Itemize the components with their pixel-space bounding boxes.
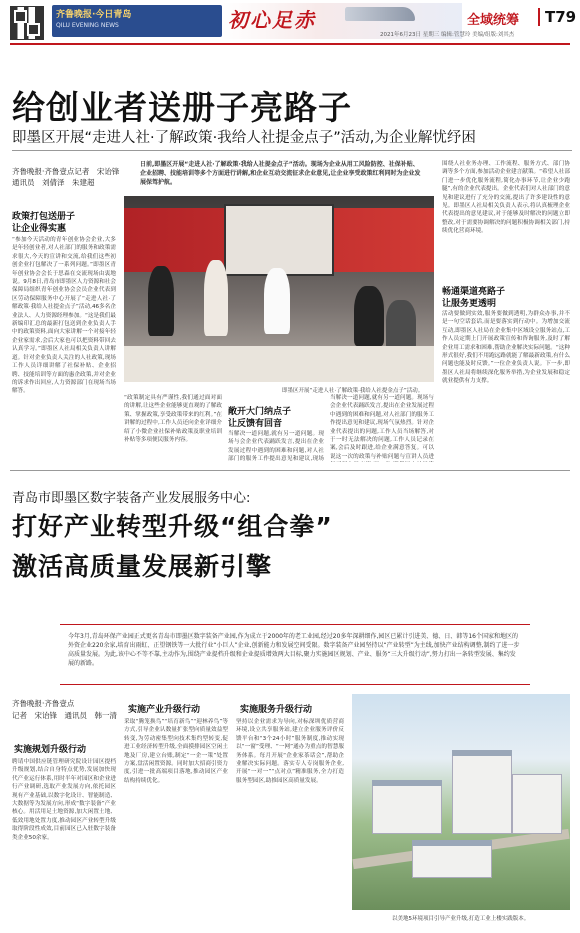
article1-col1: “参加今天活动的青年创业协会企业,大多是年轻创业者,对人社部门的服务和政策需求很大,今天的宣讲和交流,给我们这些初创企业打包解决了一系列问题。”即墨区青年创业协会会长于思森在交流现场由衷地说。9月8日,青岛市即墨区人力资源和社会保障局组织青年创业协会会员企业代表到区劳动保障服务中心开展了“走进人社·了解政策·我给人社提金点子”活动,46多名企业法人、人力资源经理参加。“这是我们最新编印汇总的最新打包送到企业负责人手中的政策资料,面向大家讲解一个对接年轻企业家需求,会后大家也可以把资料带回去认真学习。”即墨区人社局相关负责人讲解道。针对企业负责人关注的人社政策,现场工作人员详细讲解了社保补贴、企业招聘、技能培训等方面的惠企政策,并对企业的诉求作出回应,人力资源部门在现场当场解答。 (12, 237, 116, 395)
article2-lead: 今年3月,青岛环保产业园正式更名青岛市即墨区数字装备产业园,作为成立于2000年的老工业园,经过20多年深耕细作,园区已累计引进美、德、日、韩等16个国家和地区的外资企业220余家,培育出雨虹、正望钢铁等一大批行业“小巨人”企业,创新能力和发展空间受限。数字装备产业园坚持以“产业转型”为主线,加快产业结构调整,制约了进一步高质量发展。为此,该中心不等不靠,主动作为,围绕产业提档升级和企业提质增效两大目标,聚力实施园区规划、产业、服务“三大升级行动”,努力打出一条转型发展、集约发展的新路。 (68, 633, 520, 667)
article2-photo-caption: 以美地5环境项目引导产业升级,打造工业上楼实践版本。 (392, 916, 530, 922)
article1-lead: 日前,即墨区开展“走进人社·了解政策·我给人社提金点子”活动。现场为企业从用工风险防控、社保补贴、企业招聘、技能培训等多个方面进行讲解,和企业互动交流征求企业意见,让企业享受政策红利同时为企业发展保驾护航。 (140, 161, 421, 186)
article1-subhead-2: 敞开大门纳点子 (228, 407, 292, 417)
article1-photo (124, 196, 434, 382)
article1-subhead-3b: 让服务更透明 (442, 299, 497, 309)
article1-subhead-2b: 让反馈有回音 (228, 419, 283, 429)
qr-code-icon (10, 6, 44, 40)
article1-subhead-1b: 让企业得实惠 (12, 224, 67, 234)
article1-col3-cont: 当解决一道问题,就有另一道问题。现场与会企业代表踊跃发言,提出在企业发展过程中遇到的困难和问题,对人社部门的服务工作提出意见和建议,现场气氛热烈。针对企业代表提出的问题,工作人员当场解答,对于一时无法解决的问题,工作人员记录在案,会后及时跟进,给企业满意答复。可以说这一次的政策与补贴问题与宣讲人员进 (330, 395, 434, 460)
lead-rule-bottom (60, 684, 530, 685)
article2-subhead-2: 实施产业升级行动 (128, 705, 201, 715)
lead-rule-top (60, 624, 530, 625)
article1-subtitle: 即墨区开展“走进人社·了解政策·我给人社提金点子”活动,为企业解忧纾困 (12, 130, 476, 146)
masthead-rule (10, 43, 570, 45)
issue-meta: 2021年6月23日 星期三 编辑:管慧玲 美编/组版:刘其杰 (380, 32, 515, 38)
article2-title-line1: 打好产业转型升级“组合拳” (12, 512, 333, 541)
section-name: 全域统筹 (467, 13, 520, 28)
article2-byline-2: 记者 宋诒锋 通讯员 韩一清 (12, 711, 117, 720)
article1-col3: 当解决一道问题,就有另一道问题。现场与会企业代表踊跃发言,提出在企业发展过程中遇到的困难和问题,对人社部门的服务工作提出意见和建议,现场 (228, 431, 324, 462)
article2-col2: 采取“腾笼换鸟”“培育新鸟”“迎林养鸟”等方式,引导企业认数量扩张型向质量效益型转变,为劳动密集型向技术集约型转变,促进工业经济转型升级,全面摸排园区空闲土地及厂房,建立台账,制定“一企一策”处置方案,盘活闲置资源。同时加大招商引资力度,引进一批高端项目落地,推动园区产业结构持续优化。 (124, 719, 228, 784)
article1-subhead-3: 畅通渠道亮路子 (442, 287, 506, 297)
article1-subhead-1: 政策打包送册子 (12, 212, 76, 222)
article1-col2: “政策制定具有严谨性,我们通过面对面的讲解,让这些企业能够更直观的了解政策、掌握政策,享受政策带来的红利。”在讲解的过程中,工作人员还向企业详细介绍了小微企业社保补贴政策及职业培训补贴等多项便民服务内容。 (124, 395, 222, 444)
divider (12, 150, 572, 151)
article1-photo-caption: 即墨区开展“走进人社·了解政策·我给人社提金点子”活动。 (282, 388, 424, 394)
article1-byline: 齐鲁晚报·齐鲁壹点记者 宋诒锋 (12, 167, 120, 176)
article2-rendering-photo (352, 694, 570, 910)
article2-title-line2: 激活高质量发展新引擎 (12, 552, 273, 581)
article1-byline-2: 通讯员 刘倩泽 朱建超 (12, 178, 95, 187)
paper-name: 齐鲁晚报·今日青岛 (56, 10, 132, 20)
airplane-graphic (345, 7, 415, 21)
column-banner-title: 初心足赤 (228, 8, 316, 32)
paper-subname: QILU EVENING NEWS (56, 22, 119, 29)
article2-col1: 聘请中国供应链管理研究院设计园区提档升级规划,结合自身特点优势,发展加快现代产业运行体系,用时半年对园区和企业进行产业调研,选取产业发展方向,依托园区现有产业基础,以数字化设计、智能制造、大数据等为发展方向,形成“数字装备”产业核心。用活用足土地资源,加大闲置土地、低效用地处置力度,推动园区产业转型升级取得阶段性成效,目前园区已入驻数字装备类企业50余家。 (12, 759, 116, 841)
page-number: T79 (538, 8, 576, 26)
section-divider (10, 470, 570, 471)
article1-col5: 活动要做到实效,服务要做到透明,为群众办事,并不是一句空话套话,而是要落实到行动中。为增加交流互动,即墨区人社局在企业集中区域设立服务站点,工作人员定期上门开展政策宣传和咨询服务,及时了解企业用工需求和困难,帮助企业解决实际问题。“这种形式很好,我们不用跑远路就能了解最新政策,有什么问题也能及时反馈。”一位企业负责人说。下一步,即墨区人社局将继续深化服务举措,为企业发展和稳定就业提供有力支撑。 (442, 311, 570, 385)
article2-subhead-1: 实施规划升级行动 (14, 745, 87, 755)
article1-title: 给创业者送册子亮路子 (12, 88, 352, 127)
article1-col4: 围绕人社业务办理、工作流程、服务方式、部门协调等多个方面,参加活动企业建言献策。“希望人社部门进一步优化服务流程,简化办事环节,让企业少跑腿”,有的企业代表提出。企业代表们对人社部门的意见和建议进行了充分的交流,提出了许多建设性的意见。即墨区人社局相关负责人表示,将认真梳理企业代表提出的意见建议,对于能够及时解决的问题立即整改,对于需要协调解决的问题积极协调相关部门,持续优化营商环境。 (442, 161, 570, 235)
article2-col3: 坚持以企业需求为导向,对标深圳优质营商环境,设立共享服务站,建立企业服务评价反馈平台和“3个24小时”服务制度,推动实现以“一窗”受理、“一网”通办为重点的智慧服务体系。每月开展“企业家茶话会”,帮助企业解决实际问题。落实专人专岗服务企业,开展“一对一”“点对点”精准服务,全力打造服务型园区,助推园区高质量发展。 (236, 719, 344, 784)
article2-byline: 齐鲁晚报·齐鲁壹点 (12, 699, 75, 708)
article2-subhead-3: 实施服务升级行动 (240, 705, 313, 715)
article2-kicker: 青岛市即墨区数字装备产业发展服务中心: (12, 491, 251, 506)
